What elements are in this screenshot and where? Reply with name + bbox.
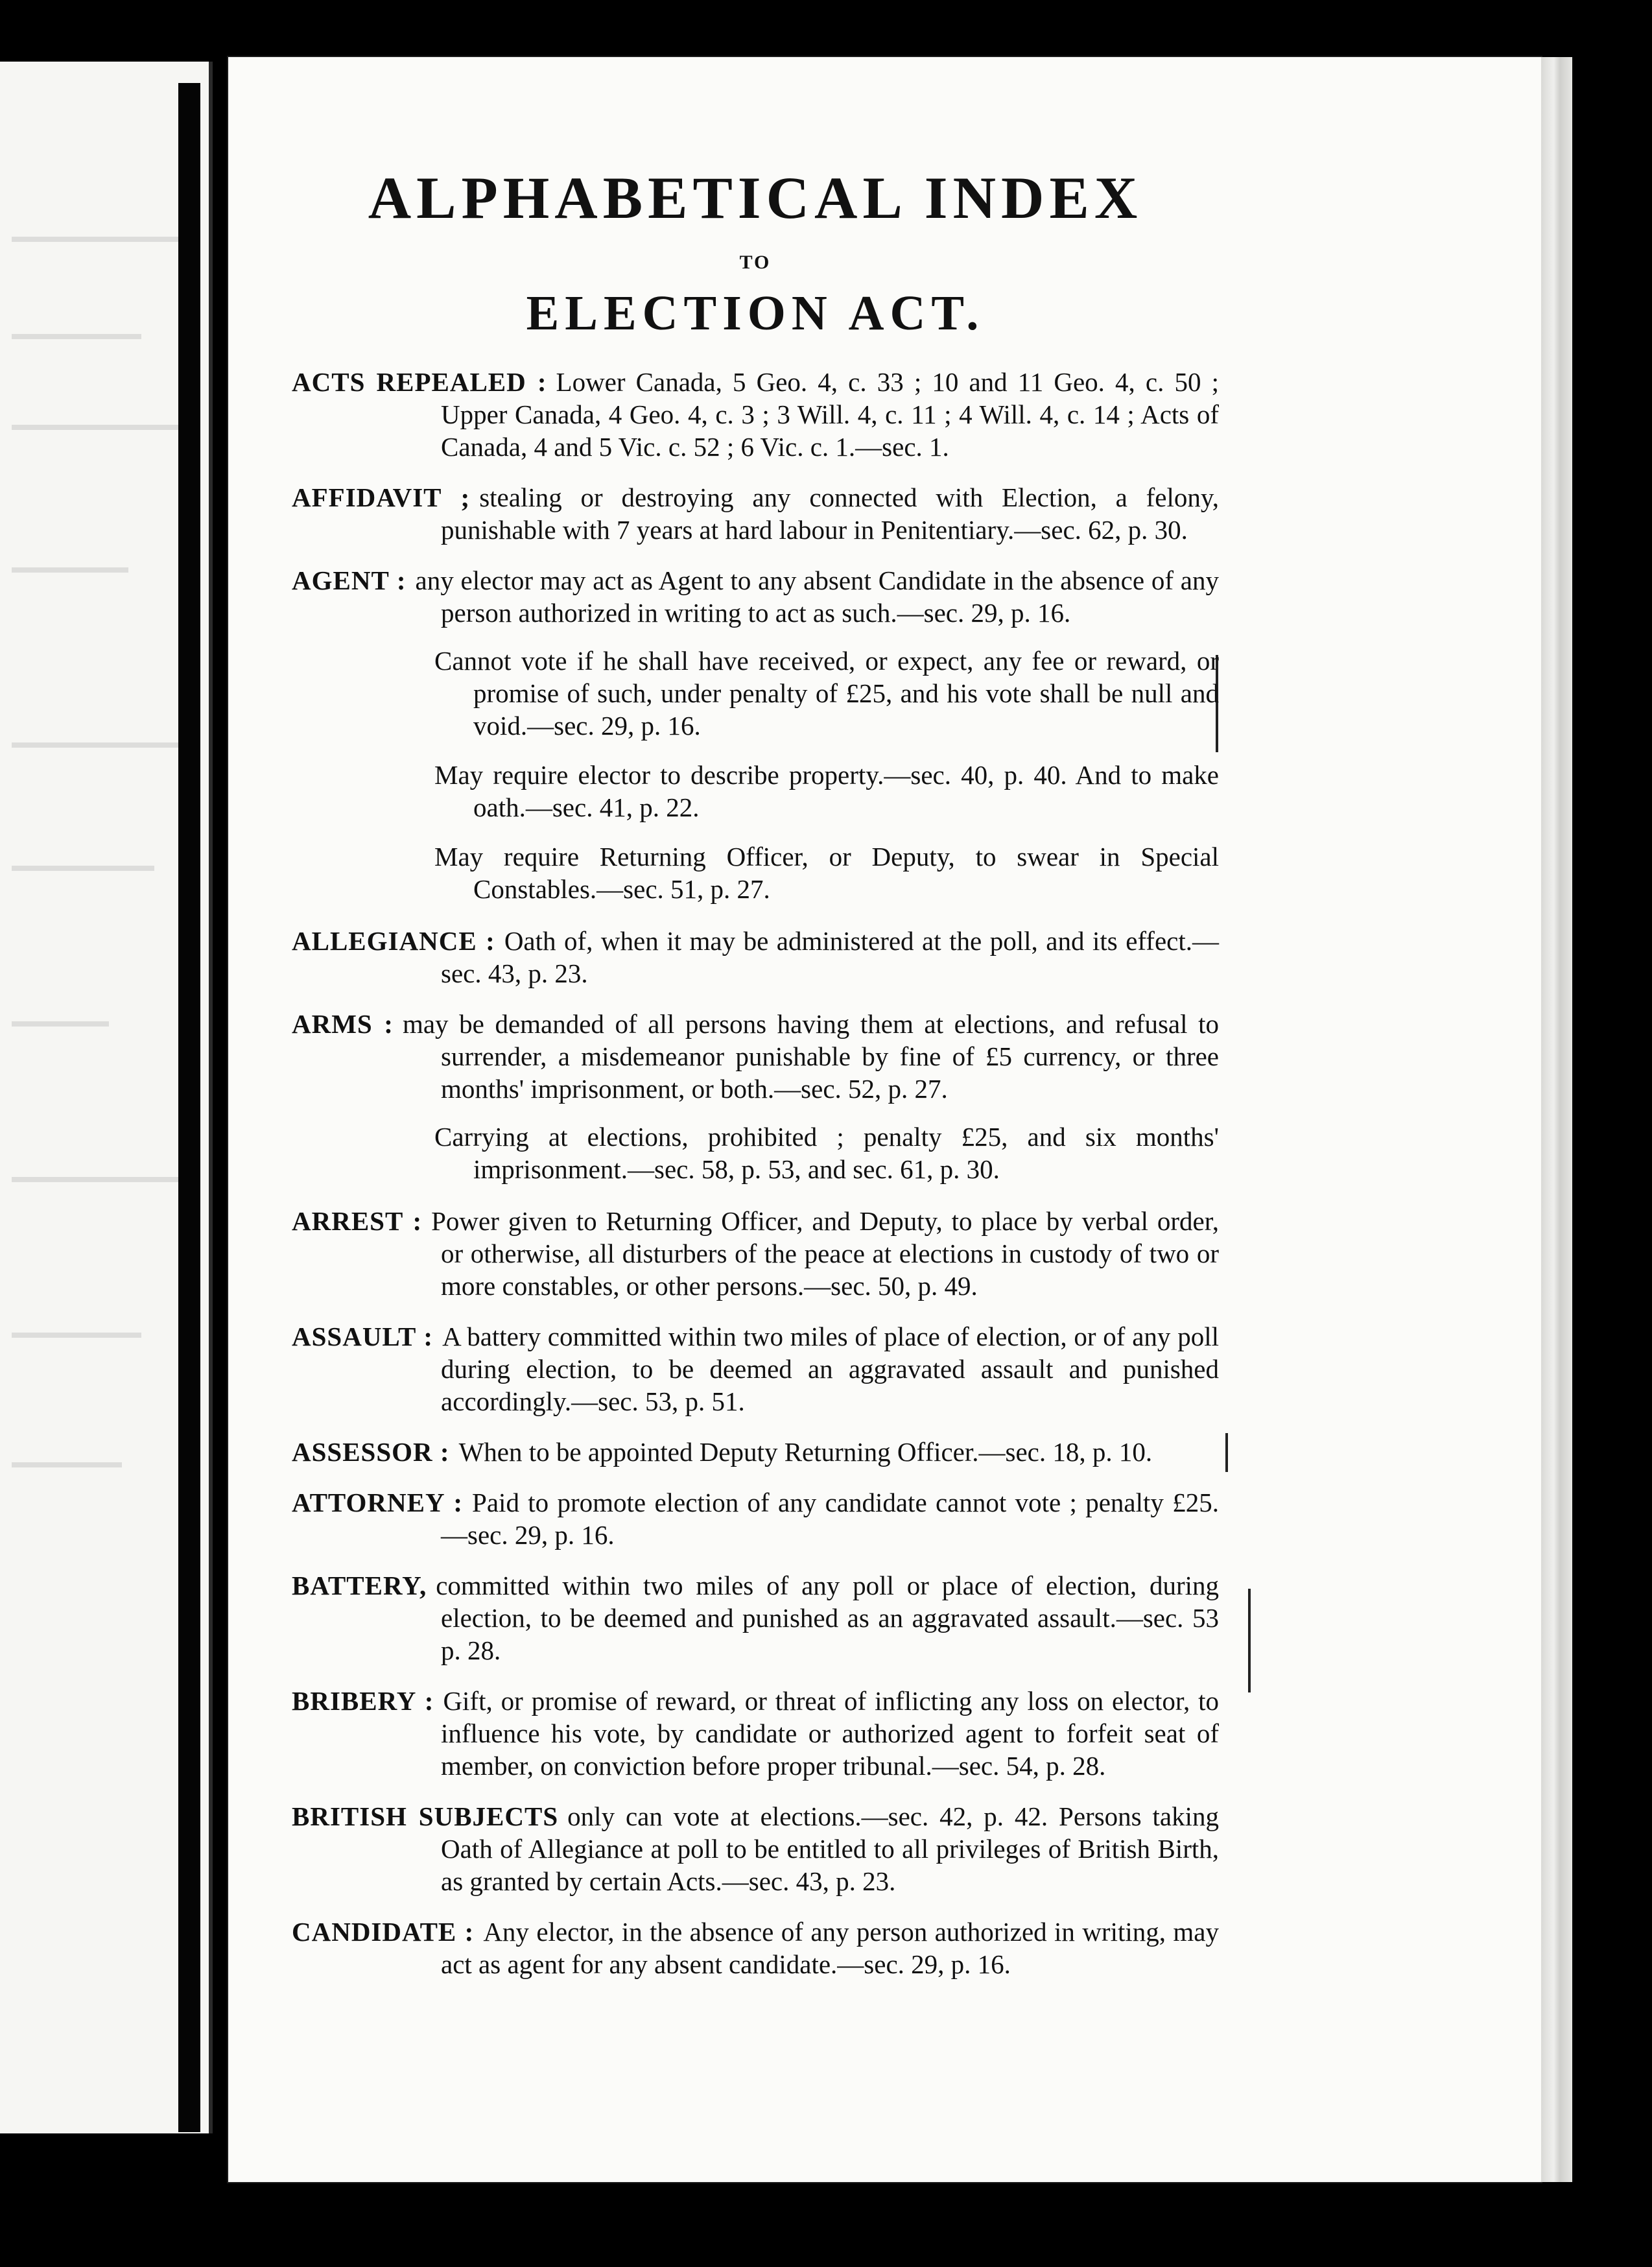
page-edge (1541, 57, 1572, 2182)
entry-heading: ARREST : (292, 1205, 423, 1236)
bleed-through-line (12, 866, 154, 871)
entry-text: Paid to promote election of any candidate cannot vote ; penalty £25.—sec. 29, p. 16. (441, 1487, 1219, 1550)
entry-text: Any elector, in the absence of any person authorized in writing, may act as agent for any absent candidate.—sec. 29, p. 16. (441, 1916, 1219, 1979)
entry-heading: ACTS REPEALED : (292, 366, 547, 397)
margin-mark (1225, 1433, 1228, 1472)
entry-text: When to be appointed Deputy Returning Officer.—sec. 18, p. 10. (458, 1436, 1153, 1467)
entry-heading: BRITISH SUBJECTS (292, 1801, 559, 1831)
entry-text: may be demanded of all persons having them at elections, and refusal to surrender, a misdemeanor punishable by fine of £5 currency, or three months' imprisonment, or both.—sec. 52, p. 27. (402, 1008, 1219, 1104)
entry-text: Power given to Returning Officer, and Deputy, to place by verbal order, or otherwise, all disturbers of the peace at elections in custody of two or more constables, or other persons.—sec. 50, p. 49. (431, 1205, 1219, 1301)
entry-heading: ATTORNEY : (292, 1487, 464, 1517)
index-entry (292, 1569, 1219, 1667)
index-entries (292, 366, 1219, 1980)
entry-text: Gift, or promise of reward, or threat of inflicting any loss on elector, to influence his vote, by candidate or authorized agent to forfeit seat of member, on conviction before proper tribunal.—sec. 54, p. 28. (441, 1685, 1220, 1781)
index-content (292, 165, 1219, 1999)
entry-heading: ASSESSOR : (292, 1436, 450, 1467)
entry-subitem: May require elector to describe property.—sec. 40, p. 40. And to make oath.—sec. 41, p. 22. (434, 759, 1219, 822)
bleed-through-line (12, 1177, 180, 1182)
entry-heading: AFFIDAVIT ; (292, 482, 471, 512)
index-entry (292, 366, 1219, 463)
index-entry (292, 1800, 1219, 1897)
bleed-through-line (12, 567, 128, 573)
bleed-through-line (12, 1333, 141, 1338)
entry-text: A battery committed within two miles of place of election, or of any poll during election, to be deemed an aggravated assault and punished accordingly.—sec. 53, p. 51. (441, 1321, 1219, 1416)
entry-text: Oath of, when it may be administered at the poll, and its effect.—sec. 43, p. 23. (441, 925, 1219, 988)
entry-heading: BATTERY, (292, 1570, 427, 1600)
entry-text: only can vote at elections.—sec. 42, p. 42. Persons taking Oath of Allegiance at poll to be entitled to all privileges of British Birth, as granted by certain Acts.—sec. 43, p. 23. (441, 1801, 1219, 1896)
entry-heading: AGENT : (292, 565, 407, 595)
entry-subitem: Carrying at elections, prohibited ; penalty £25, and six months' imprisonment.—sec. 58, p. 53, and sec. 61, p. 30. (434, 1121, 1219, 1184)
index-entry (292, 1320, 1219, 1418)
entry-heading: BRIBERY : (292, 1685, 434, 1716)
index-entry (292, 481, 1219, 546)
index-entry (292, 564, 1219, 629)
index-entry (292, 1008, 1219, 1105)
book-spine (178, 83, 200, 2132)
bleed-through-line (12, 334, 141, 339)
bleed-through-line (12, 425, 180, 430)
bleed-through-line (12, 742, 180, 748)
index-entry (292, 1205, 1219, 1302)
entry-text: any elector may act as Agent to any absent Candidate in the absence of any person authorized in writing to act as such.—sec. 29, p. 16. (415, 565, 1219, 628)
index-entry (292, 1916, 1219, 1980)
bleed-through-line (12, 1021, 109, 1027)
entry-heading: ALLEGIANCE : (292, 925, 495, 956)
entry-subitem: May require Returning Officer, or Deputy, to swear in Special Constables.—sec. 51, p. 27. (434, 841, 1219, 904)
index-entry (292, 925, 1219, 990)
bleed-through-line (12, 237, 180, 242)
entry-heading: ASSAULT : (292, 1321, 434, 1351)
entry-heading: CANDIDATE : (292, 1916, 475, 1947)
entry-heading: ARMS : (292, 1008, 394, 1039)
page-title: ALPHABETICAL INDEX (368, 165, 1143, 231)
index-entry (292, 1486, 1219, 1551)
entry-text: committed within two miles of any poll or place of election, during election, to be deemed and punished as an aggravated assault.—sec. 53 p. 28. (436, 1570, 1219, 1665)
entry-subitem: Cannot vote if he shall have received, or expect, any fee or reward, or promise of such, under penalty of £25, and his vote shall be null and void.—sec. 29, p. 16. (434, 645, 1219, 741)
margin-mark (1248, 1589, 1251, 1692)
page-subtitle: ELECTION ACT. (526, 286, 985, 341)
entry-text: stealing or destroying any connected with Election, a felony, punishable with 7 years at hard labour in Penitentiary.—sec. 62, p. 30. (441, 482, 1219, 545)
index-entry (292, 1436, 1219, 1468)
title-connector: TO (739, 252, 772, 274)
bleed-through-line (12, 1462, 122, 1467)
index-entry (292, 1685, 1219, 1782)
entry-text: Lower Canada, 5 Geo. 4, c. 33 ; 10 and 11 Geo. 4, c. 50 ; Upper Canada, 4 Geo. 4, c. 3 ; 3 Will. 4, c. 11 ; 4 Will. 4, c. 14 ; Acts of Canada, 4 and 5 Vic. c. 52 ; 6 Vic. c. 1.—sec. 1. (441, 366, 1219, 462)
